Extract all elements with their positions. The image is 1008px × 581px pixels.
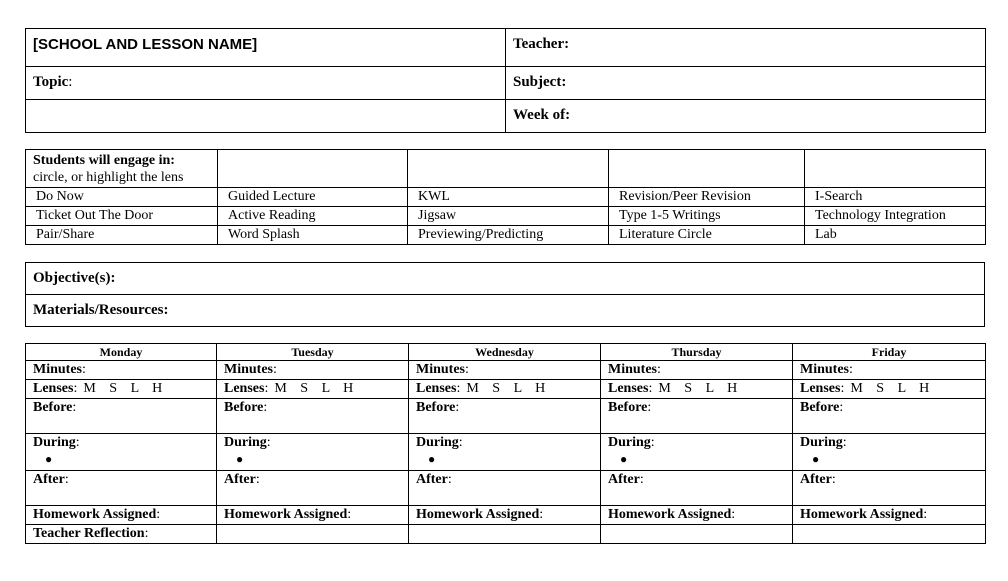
reflection-cell[interactable] — [409, 525, 601, 544]
teacher-label: Teacher: — [513, 36, 570, 52]
colon: : — [264, 381, 269, 396]
lenses-cell[interactable] — [26, 380, 217, 399]
after-label: After — [416, 472, 448, 487]
strategy-do-now[interactable]: Do Now — [26, 188, 218, 207]
strategy-revision[interactable]: Revision/Peer Revision — [609, 188, 805, 207]
before-label: Before — [33, 400, 73, 415]
colon: : — [82, 362, 86, 377]
lenses-label: Lenses — [800, 381, 841, 396]
during-cell[interactable] — [793, 434, 986, 471]
minutes-label: Minutes — [608, 362, 657, 377]
minutes-label: Minutes — [33, 362, 82, 377]
lenses-label: Lenses — [224, 381, 265, 396]
header-blank-cell[interactable] — [26, 100, 506, 133]
minutes-cell[interactable] — [793, 361, 986, 380]
before-label: Before — [416, 400, 456, 415]
engage-blank-cell[interactable] — [218, 150, 408, 188]
weekly-plan-table — [25, 343, 986, 544]
week-of-label: Week of: — [513, 107, 571, 123]
before-label: Before — [800, 400, 840, 415]
minutes-label: Minutes — [800, 362, 849, 377]
lenses-label: Lenses — [416, 381, 457, 396]
bullet-icon: ● — [428, 452, 436, 466]
during-cell[interactable] — [26, 434, 217, 471]
colon: : — [923, 507, 928, 522]
reflection-cell[interactable] — [26, 525, 217, 544]
colon: : — [731, 507, 736, 522]
after-label: After — [608, 472, 640, 487]
colon: : — [72, 400, 77, 415]
colon: : — [273, 362, 277, 377]
colon: : — [648, 381, 653, 396]
topic-field[interactable] — [26, 67, 506, 100]
colon: : — [650, 435, 655, 450]
after-cell[interactable] — [26, 471, 217, 506]
reflection-cell[interactable] — [601, 525, 793, 544]
homework-label: Homework Assigned — [33, 507, 157, 522]
homework-cell[interactable] — [26, 506, 217, 525]
before-cell[interactable] — [409, 399, 601, 434]
strategy-guided-lecture[interactable]: Guided Lecture — [218, 188, 408, 207]
strategy-jigsaw[interactable]: Jigsaw — [408, 207, 609, 226]
day-header-friday: Friday — [793, 344, 986, 361]
during-cell[interactable] — [217, 434, 409, 471]
engage-blank-cell[interactable] — [805, 150, 986, 188]
strategy-i-search[interactable]: I-Search — [805, 188, 986, 207]
colon: : — [842, 435, 847, 450]
teacher-field[interactable] — [506, 29, 986, 67]
homework-label: Homework Assigned — [608, 507, 732, 522]
homework-cell[interactable] — [793, 506, 986, 525]
strategy-ticket-out[interactable]: Ticket Out The Door — [26, 207, 218, 226]
colon: : — [263, 400, 268, 415]
homework-label: Homework Assigned — [800, 507, 924, 522]
homework-cell[interactable] — [409, 506, 601, 525]
lens-options[interactable]: M S L H — [274, 381, 359, 396]
colon: : — [458, 435, 463, 450]
during-label: During — [800, 435, 843, 450]
before-cell[interactable] — [601, 399, 793, 434]
during-label: During — [33, 435, 76, 450]
lens-options[interactable]: M S L H — [850, 381, 935, 396]
engage-blank-cell[interactable] — [609, 150, 805, 188]
homework-cell[interactable] — [217, 506, 409, 525]
minutes-label: Minutes — [224, 362, 273, 377]
colon: : — [831, 472, 836, 487]
colon: : — [347, 507, 352, 522]
before-cell[interactable] — [793, 399, 986, 434]
minutes-cell[interactable] — [26, 361, 217, 380]
homework-label: Homework Assigned — [224, 507, 348, 522]
during-label: During — [224, 435, 267, 450]
colon: : — [849, 362, 853, 377]
lens-options[interactable]: M S L H — [466, 381, 551, 396]
day-header-tuesday: Tuesday — [217, 344, 409, 361]
week-of-field[interactable] — [506, 100, 986, 133]
colon: : — [266, 435, 271, 450]
bullet-icon: ● — [45, 452, 53, 466]
colon: : — [657, 362, 661, 377]
colon: : — [647, 400, 652, 415]
strategy-previewing[interactable]: Previewing/Predicting — [408, 226, 609, 245]
after-label: After — [800, 472, 832, 487]
before-label: Before — [224, 400, 264, 415]
materials-field[interactable]: Materials/Resources: — [26, 295, 985, 327]
strategy-kwl[interactable]: KWL — [408, 188, 609, 207]
before-label: Before — [608, 400, 648, 415]
engagement-table — [25, 149, 986, 245]
colon: : — [144, 526, 149, 541]
colon: : — [539, 507, 544, 522]
strategy-literature-circle[interactable]: Literature Circle — [609, 226, 805, 245]
lenses-cell[interactable] — [409, 380, 601, 399]
lenses-label: Lenses — [608, 381, 649, 396]
minutes-cell[interactable] — [409, 361, 601, 380]
after-label: After — [224, 472, 256, 487]
engage-heading-cell — [26, 150, 218, 188]
bullet-icon: ● — [620, 452, 628, 466]
colon: : — [64, 472, 69, 487]
colon: : — [840, 381, 845, 396]
lenses-cell[interactable] — [601, 380, 793, 399]
engage-heading: Students will engage in: — [33, 153, 175, 168]
after-cell[interactable] — [601, 471, 793, 506]
subject-label: Subject: — [513, 74, 567, 90]
lenses-label: Lenses — [33, 381, 74, 396]
strategy-active-reading[interactable]: Active Reading — [218, 207, 408, 226]
strategy-lab[interactable]: Lab — [805, 226, 986, 245]
objective-table — [25, 262, 985, 327]
engage-subheading: circle, or highlight the lens — [33, 170, 184, 185]
colon: : — [73, 381, 78, 396]
bullet-icon: ● — [236, 452, 244, 466]
after-cell[interactable] — [409, 471, 601, 506]
during-label: During — [416, 435, 459, 450]
reflection-label: Teacher Reflection — [33, 526, 145, 541]
colon: : — [456, 381, 461, 396]
bullet-icon: ● — [812, 452, 820, 466]
colon: : — [255, 472, 260, 487]
before-cell[interactable] — [217, 399, 409, 434]
homework-cell[interactable] — [601, 506, 793, 525]
colon: : — [156, 507, 161, 522]
day-header-thursday: Thursday — [601, 344, 793, 361]
during-cell[interactable] — [601, 434, 793, 471]
colon: : — [75, 435, 80, 450]
day-header-wednesday: Wednesday — [409, 344, 601, 361]
reflection-cell[interactable] — [217, 525, 409, 544]
reflection-cell[interactable] — [793, 525, 986, 544]
colon: : — [839, 400, 844, 415]
lenses-cell[interactable] — [793, 380, 986, 399]
objectives-field[interactable]: Objective(s): — [26, 263, 985, 295]
strategy-pair-share[interactable]: Pair/Share — [26, 226, 218, 245]
colon: : — [447, 472, 452, 487]
colon: : — [465, 362, 469, 377]
during-label: During — [608, 435, 651, 450]
after-label: After — [33, 472, 65, 487]
lenses-cell[interactable] — [217, 380, 409, 399]
after-cell[interactable] — [217, 471, 409, 506]
minutes-label: Minutes — [416, 362, 465, 377]
subject-field[interactable] — [506, 67, 986, 100]
topic-label: Topic — [33, 74, 69, 90]
topic-colon: : — [68, 74, 73, 90]
minutes-cell[interactable] — [217, 361, 409, 380]
engage-blank-cell[interactable] — [408, 150, 609, 188]
day-header-monday: Monday — [26, 344, 217, 361]
colon: : — [455, 400, 460, 415]
lens-options[interactable]: M S L H — [658, 381, 743, 396]
before-cell[interactable] — [26, 399, 217, 434]
strategy-word-splash[interactable]: Word Splash — [218, 226, 408, 245]
minutes-cell[interactable] — [601, 361, 793, 380]
lens-options[interactable]: M S L H — [83, 381, 168, 396]
homework-label: Homework Assigned — [416, 507, 540, 522]
colon: : — [639, 472, 644, 487]
lesson-title[interactable]: [SCHOOL AND LESSON NAME] — [26, 29, 506, 67]
strategy-technology[interactable]: Technology Integration — [805, 207, 986, 226]
after-cell[interactable] — [793, 471, 986, 506]
during-cell[interactable] — [409, 434, 601, 471]
strategy-type-writings[interactable]: Type 1-5 Writings — [609, 207, 805, 226]
lesson-header-table — [25, 28, 986, 133]
